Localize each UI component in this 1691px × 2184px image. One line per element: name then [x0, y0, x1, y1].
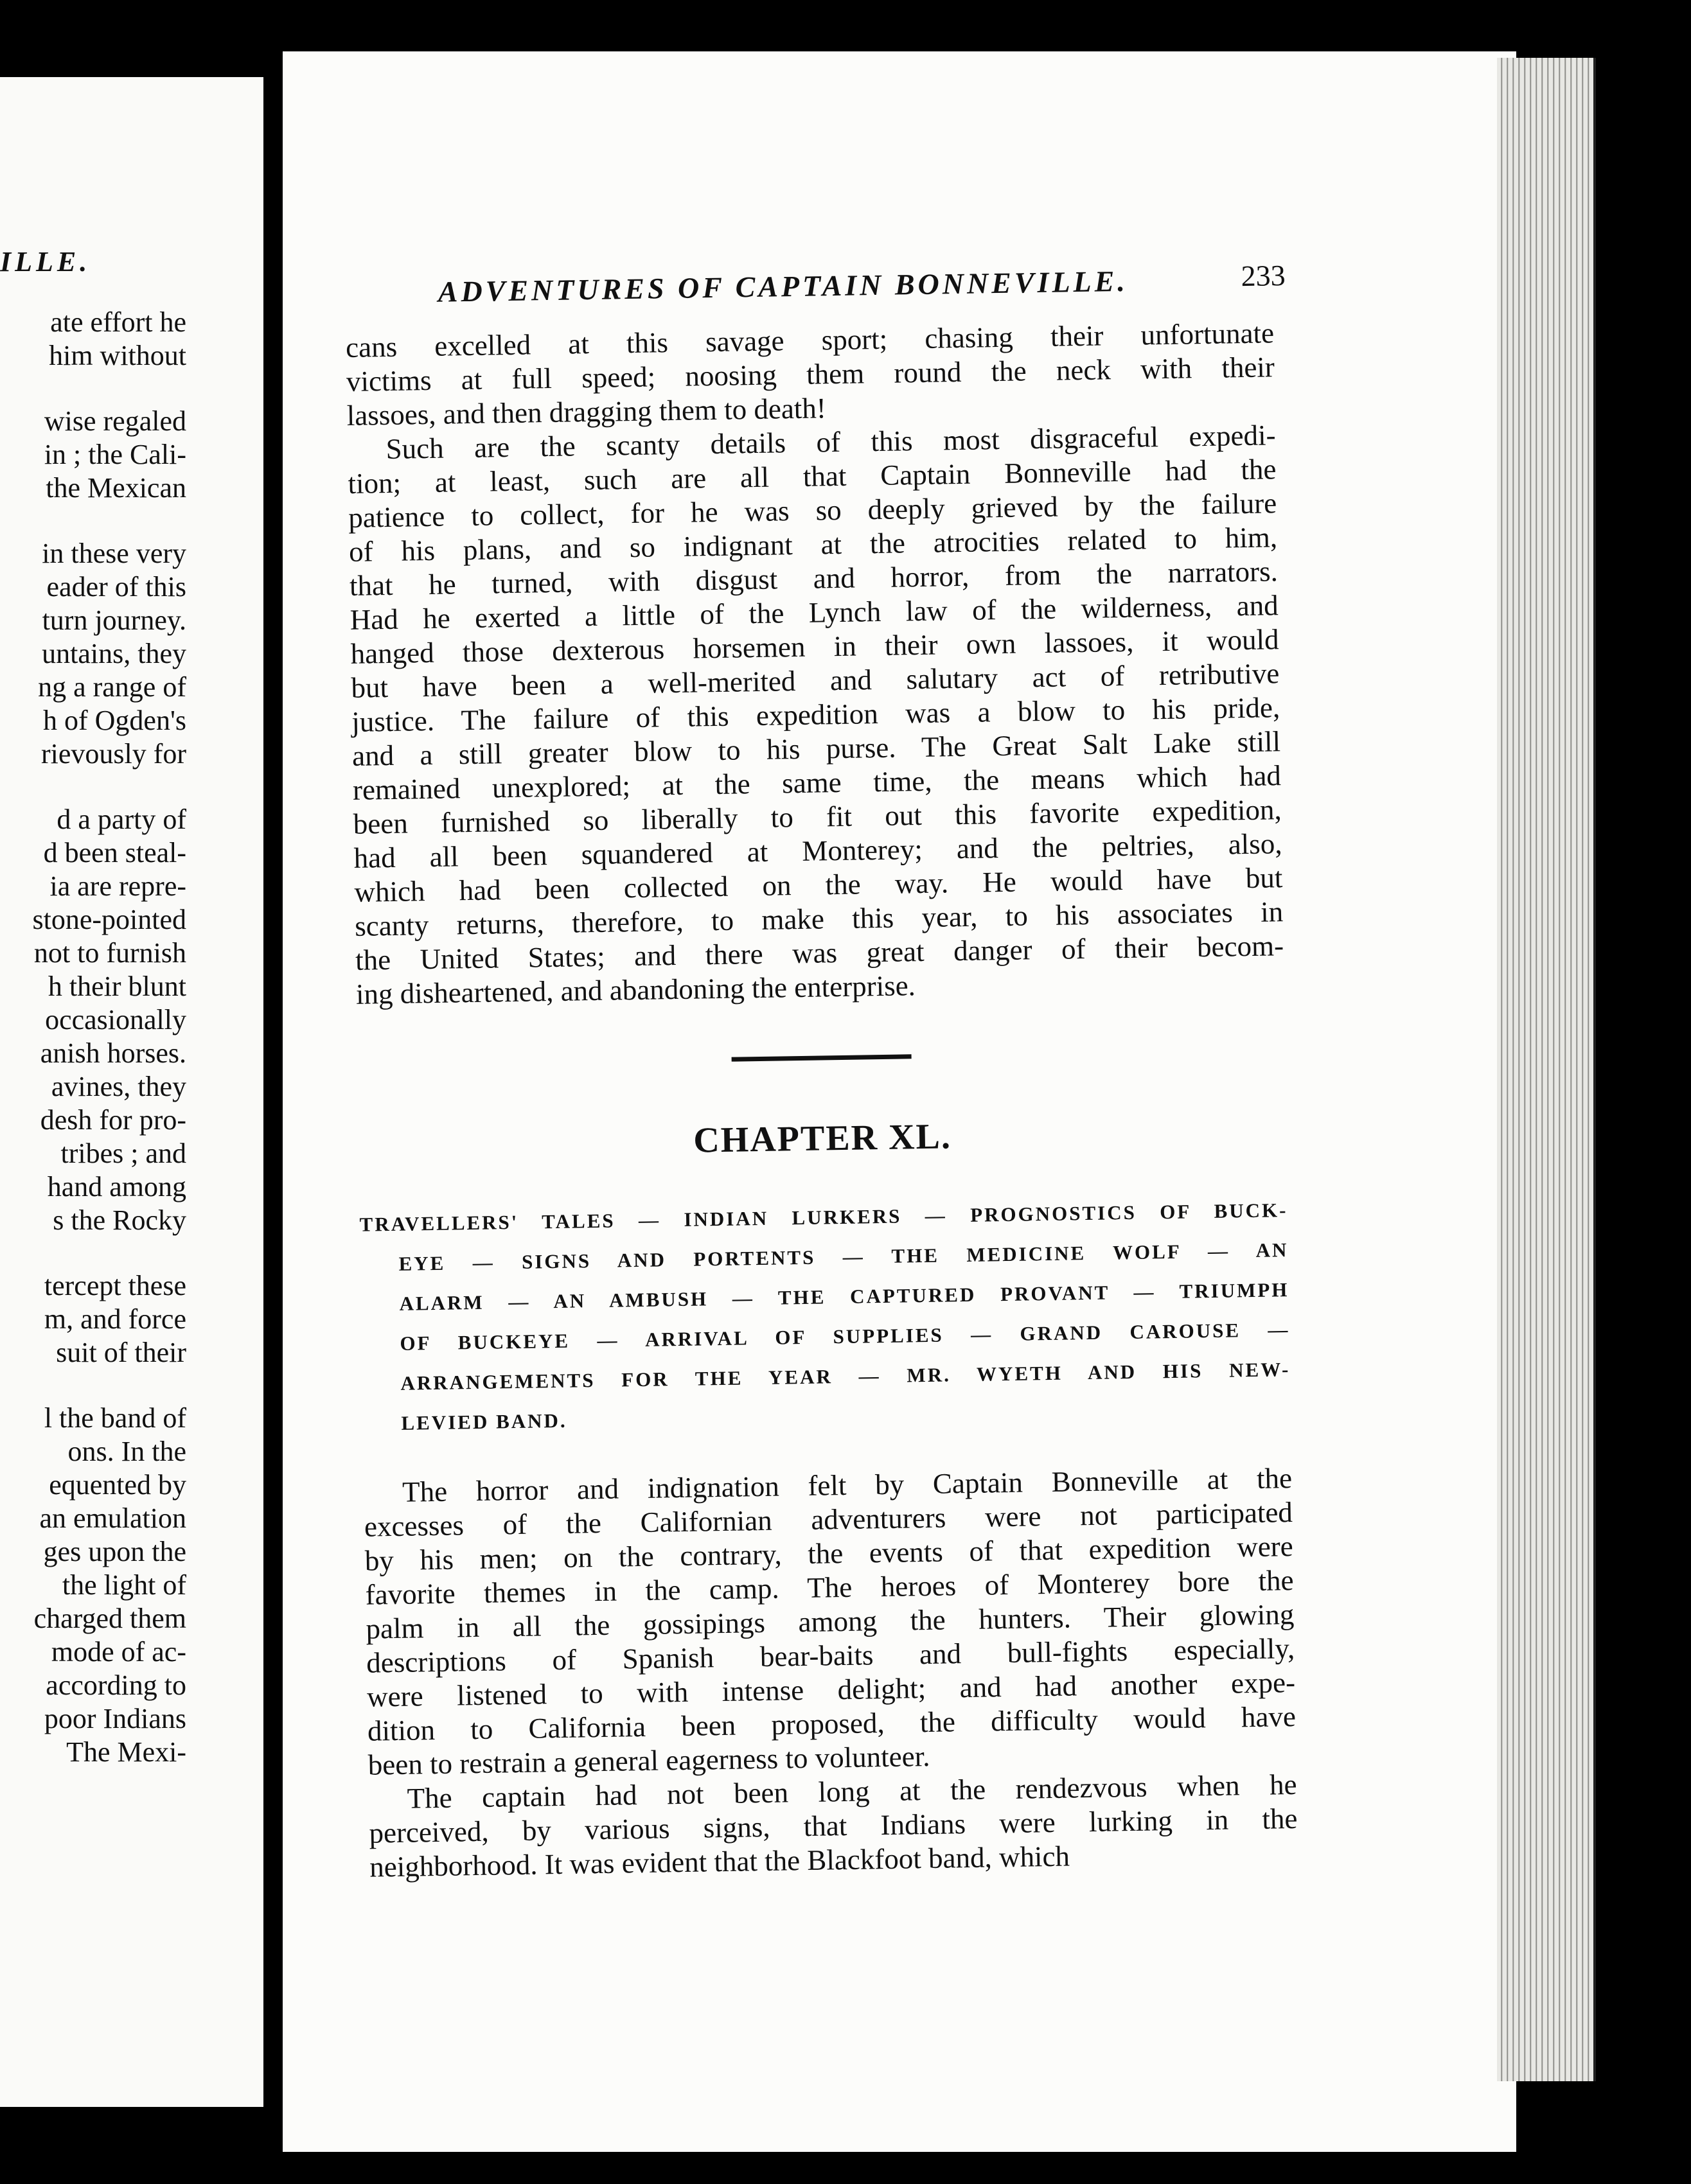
text-line: mode of ac- [51, 1636, 186, 1668]
body-text [346, 316, 1298, 1884]
running-title: ADVENTURES OF CAPTAIN BONNEVILLE. [438, 264, 1129, 308]
text-line: lassoes, and then dragging them to death! [346, 392, 827, 432]
text-line: that he turned, with disgust and horror, from the narrators. [349, 555, 1279, 602]
text-line: victims at full speed; noosing them round the neck with their [346, 351, 1275, 398]
text-line: which had been collected on the way. He would have but [354, 861, 1283, 908]
synopsis-line: ALARM — AN AMBUSH — THE CAPTURED PROVANT — TRIUMPH [399, 1278, 1289, 1315]
text-line: patience to collect, for he was so deeply grieved by the failure [348, 487, 1277, 534]
text-line: stone-pointed [32, 904, 186, 935]
text-line: an emulation [39, 1502, 186, 1534]
text-line: suit of their [56, 1337, 186, 1368]
text-line: cans excelled at this savage sport; chasing their unfortunate [345, 317, 1275, 364]
text-line: The horror and indignation felt by Captain Bonneville at the [402, 1462, 1293, 1508]
text-line: in ; the Cali- [44, 439, 186, 470]
text-line: turn journey. [42, 604, 186, 636]
running-head [344, 204, 1286, 308]
chapter-heading: CHAPTER XL. [693, 1116, 952, 1161]
text-line: eader of this [46, 571, 186, 603]
page-content [344, 204, 1298, 1883]
synopsis-line: ARRANGEMENTS FOR THE YEAR — MR. WYETH AND HIS NEW- [400, 1358, 1291, 1395]
text-line: anish horses. [40, 1037, 186, 1069]
text-line: of his plans, and so indignant at the atrocities related to him, [348, 521, 1278, 568]
text-line: justice. The failure of this expedition was a blow to his pride, [351, 691, 1280, 738]
text-line: not to furnish [33, 937, 186, 969]
paragraph [347, 418, 1284, 1012]
text-line: h their blunt [48, 971, 186, 1002]
section-rule [731, 1054, 911, 1061]
text-line: The Mexi- [66, 1736, 186, 1768]
chapter-synopsis [359, 1190, 1291, 1444]
text-line: the United States; and there was great danger of their becom- [355, 929, 1284, 976]
text-line: were listened to with intense delight; and had another expe- [366, 1666, 1296, 1713]
text-line: tribes ; and [60, 1138, 186, 1169]
text-line: ate effort he [50, 306, 186, 338]
text-line: ons. In the [67, 1436, 186, 1467]
text-line: Such are the scanty details of this most disgraceful expedi- [385, 419, 1276, 466]
text-line: the light of [62, 1569, 186, 1601]
text-line: had all been squandered at Monterey; and the peltries, also, [353, 827, 1282, 874]
left-page [0, 77, 263, 2107]
paragraph [364, 1461, 1297, 1783]
page-number: 233 [1241, 258, 1286, 293]
text-line: scanty returns, therefore, to make this year, to his associates in [354, 895, 1284, 942]
text-line: l the band of [44, 1402, 186, 1434]
page-edges [1497, 58, 1596, 2081]
text-line: been furnished so liberally to fit out this favorite expedition, [353, 793, 1282, 840]
left-running-head: ILLE. [0, 246, 91, 277]
text-line: remained unexplored; at the same time, the means which had [352, 759, 1282, 806]
text-line: h of Ogden's [42, 705, 186, 736]
text-line: neighborhood. It was evident that the Blackfoot band, which [369, 1840, 1070, 1883]
left-page-text [0, 306, 186, 1769]
text-line: charged them [33, 1603, 186, 1634]
text-line: ng a range of [38, 671, 186, 703]
synopsis-line: LEVIED BAND. [401, 1409, 567, 1434]
text-line: poor Indians [44, 1703, 186, 1734]
paragraph [346, 316, 1275, 433]
text-line: in these very [42, 538, 186, 569]
text-line: palm in all the gossipings among the hunters. Their glowing [366, 1598, 1295, 1645]
text-line: d been steal- [43, 837, 186, 868]
text-line: s the Rocky [53, 1204, 186, 1236]
text-line: m, and force [44, 1303, 186, 1335]
text-line: desh for pro- [40, 1104, 186, 1136]
paragraph [368, 1768, 1298, 1885]
text-line: wise regaled [44, 405, 186, 437]
text-line: ia are repre- [49, 870, 186, 902]
text-line: hand among [47, 1171, 186, 1202]
text-line: avines, they [51, 1071, 186, 1102]
text-line: ges upon the [43, 1536, 186, 1567]
text-line: but have been a well-merited and salutary act of retributive [351, 657, 1280, 704]
text-line: Had he exerted a little of the Lynch law of the wilderness, and [350, 589, 1279, 636]
text-line: untains, they [42, 638, 186, 669]
text-line: excesses of the Californian adventurers were not participated [364, 1496, 1293, 1543]
text-line: ing disheartened, and abandoning the enterprise. [355, 969, 916, 1010]
synopsis-line: EYE — SIGNS AND PORTENTS — THE MEDICINE WOLF — AN [398, 1238, 1289, 1275]
text-line: occasionally [45, 1004, 186, 1035]
book-gutter [263, 0, 283, 2184]
text-line: d a party of [57, 804, 186, 835]
text-line: equented by [49, 1469, 186, 1501]
text-line: hanged those dexterous horsemen in their own lassoes, it would [350, 623, 1279, 670]
text-line: The captain had not been long at the rendezvous when he [407, 1768, 1297, 1815]
synopsis-line: OF BUCKEYE — ARRIVAL OF SUPPLIES — GRAND CAROUSE — [400, 1318, 1290, 1355]
text-line: tion; at least, such are all that Captain Bonneville had the [348, 453, 1277, 500]
text-line: according to [46, 1669, 186, 1701]
synopsis-line: TRAVELLERS' TALES — INDIAN LURKERS — PROGNOSTICS OF BUCK- [359, 1199, 1288, 1236]
text-line: by his men; on the contrary, the events of that expedition were [364, 1530, 1294, 1577]
text-line: him without [49, 340, 186, 371]
right-page [283, 51, 1516, 2152]
text-line: tercept these [44, 1270, 186, 1301]
text-line: descriptions of Spanish bear-baits and bull-fights especially, [366, 1632, 1295, 1679]
text-line: been to restrain a general eagerness to volunteer. [367, 1739, 930, 1781]
text-line: perceived, by various signs, that Indians were lurking in the [369, 1802, 1298, 1849]
text-line: and a still greater blow to his purse. The Great Salt Lake still [351, 725, 1281, 772]
text-line: rievously for [40, 738, 186, 770]
text-line: favorite themes in the camp. The heroes of Monterey bore the [365, 1564, 1294, 1611]
text-line: the Mexican [46, 472, 186, 504]
text-line: dition to California been proposed, the difficulty would have [367, 1700, 1297, 1747]
